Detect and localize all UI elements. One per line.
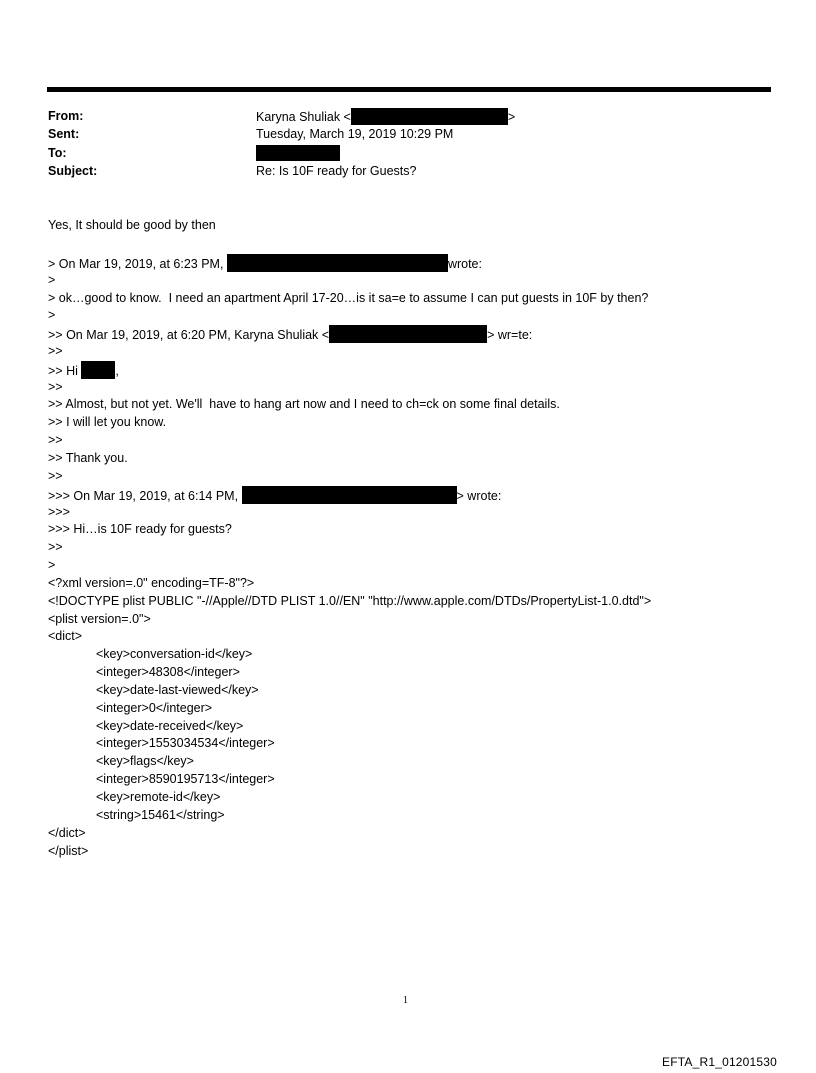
xml-declaration: <?xml version=.0" encoding=TF-8"?> — [48, 576, 255, 590]
quote-line: > — [48, 558, 56, 572]
quote-suffix: wrote: — [447, 257, 482, 271]
quote-line — [48, 486, 501, 504]
quote-suffix: > wr=te: — [487, 328, 533, 342]
top-rule — [47, 87, 771, 92]
xml-dict-close: </dict> — [48, 826, 86, 840]
to-label: To: — [48, 146, 67, 160]
quote-line — [48, 325, 532, 343]
xml-line: <key>remote-id</key> — [96, 790, 221, 804]
xml-line: <key>date-last-viewed</key> — [96, 683, 259, 697]
quote-line: >> — [48, 433, 63, 447]
quote-line: >> — [48, 540, 63, 554]
quote-line: >> — [48, 469, 63, 483]
quote-line: >> — [48, 344, 63, 358]
quote-line: > — [48, 308, 56, 322]
redaction-box — [227, 254, 448, 272]
quote-prefix: >> On Mar 19, 2019, at 6:20 PM, Karyna Shuliak < — [48, 328, 330, 342]
page-number: 1 — [403, 995, 408, 1006]
xml-line: <integer>0</integer> — [96, 701, 213, 715]
quote-line — [48, 361, 119, 379]
xml-line: <integer>8590195713</integer> — [96, 772, 275, 786]
from-value — [256, 108, 515, 125]
xml-line: <key>conversation-id</key> — [96, 647, 253, 661]
xml-line: <integer>48308</integer> — [96, 665, 240, 679]
quote-line: >> Almost, but not yet. We'll have to hang art now and I need to ch=ck on some final details. — [48, 397, 560, 411]
quote-line: >> — [48, 380, 63, 394]
from-label: From: — [48, 109, 84, 123]
quote-line: > — [48, 273, 56, 287]
subject-value: Re: Is 10F ready for Guests? — [256, 164, 417, 178]
from-close: > — [507, 110, 516, 124]
quote-prefix: >>> On Mar 19, 2019, at 6:14 PM, — [48, 489, 239, 503]
xml-line: <key>date-received</key> — [96, 719, 244, 733]
quote-prefix: > On Mar 19, 2019, at 6:23 PM, — [48, 257, 224, 271]
xml-dict-open: <dict> — [48, 629, 83, 643]
redaction-box — [242, 486, 457, 504]
from-name: Karyna Shuliak < — [256, 110, 351, 124]
quote-line — [48, 254, 482, 272]
sent-value: Tuesday, March 19, 2019 10:29 PM — [256, 127, 454, 141]
quote-suffix: , — [115, 364, 119, 378]
quote-line: > ok…good to know. I need an apartment April 17-20…is it sa=e to assume I can put guests in 10F by then? — [48, 291, 649, 305]
quote-suffix: > wrote: — [456, 489, 502, 503]
xml-line: <string>15461</string> — [96, 808, 225, 822]
document-id: EFTA_R1_01201530 — [662, 1055, 778, 1069]
redaction-box — [256, 145, 340, 161]
reply-text: Yes, It should be good by then — [48, 218, 216, 232]
subject-label: Subject: — [48, 164, 98, 178]
redaction-box — [81, 361, 115, 379]
xml-plist-close: </plist> — [48, 844, 89, 858]
quote-line: >> Thank you. — [48, 451, 128, 465]
xml-plist-open: <plist version=.0"> — [48, 612, 151, 626]
quote-prefix: >> Hi — [48, 364, 78, 378]
quote-line: >>> — [48, 505, 70, 519]
quote-line: >>> Hi…is 10F ready for guests? — [48, 522, 232, 536]
sent-label: Sent: — [48, 127, 80, 141]
redaction-box — [351, 108, 508, 125]
redaction-box — [329, 325, 487, 343]
xml-doctype: <!DOCTYPE plist PUBLIC "-//Apple//DTD PLIST 1.0//EN" "http://www.apple.com/DTDs/PropertyList-1.0.dtd"> — [48, 594, 652, 608]
quote-line: >> I will let you know. — [48, 415, 167, 429]
xml-line: <integer>1553034534</integer> — [96, 736, 275, 750]
to-value — [256, 145, 340, 161]
xml-line: <key>flags</key> — [96, 754, 194, 768]
